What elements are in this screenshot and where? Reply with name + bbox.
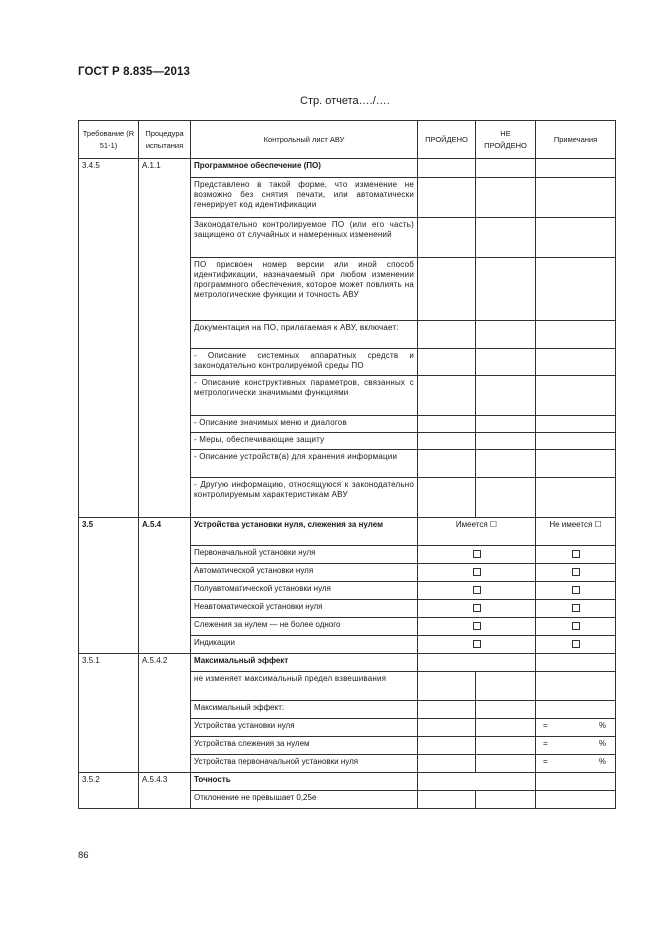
check-item: Документация на ПО, прилагаемая к АВУ, включает:	[191, 321, 418, 349]
blank-cell	[418, 773, 536, 791]
checkbox-icon	[572, 622, 580, 630]
table-header-row	[79, 121, 616, 159]
check-item: - Меры, обеспечивающие защиту	[191, 433, 418, 450]
checkbox-icon	[572, 604, 580, 612]
col-failed: НЕ ПРОЙДЕНО	[476, 121, 536, 159]
has-checkbox[interactable]	[418, 564, 536, 582]
notes-cell[interactable]	[536, 450, 616, 478]
has-checkbox[interactable]	[418, 546, 536, 564]
proc-cell: А.1.1	[139, 159, 191, 518]
passed-cell[interactable]	[418, 178, 476, 218]
has-option[interactable]: Имеется ☐	[418, 518, 536, 546]
req-cell: 3.4.5	[79, 159, 139, 518]
percent-cell[interactable]	[536, 737, 616, 755]
checkbox-icon	[473, 586, 481, 594]
notes-cell[interactable]	[536, 178, 616, 218]
table-row	[79, 773, 616, 791]
check-item: Неавтоматической установки нуля	[191, 600, 418, 618]
checkbox-icon	[572, 550, 580, 558]
notes-cell[interactable]	[536, 218, 616, 258]
checkbox-icon	[473, 622, 481, 630]
passed-cell[interactable]	[418, 737, 476, 755]
passed-cell[interactable]	[418, 376, 476, 416]
checkbox-icon	[473, 604, 481, 612]
check-item: - Описание значимых меню и диалогов	[191, 416, 418, 433]
not-has-option[interactable]: Не имеется ☐	[536, 518, 616, 546]
check-item: Первоначальной установки нуля	[191, 546, 418, 564]
passed-cell[interactable]	[418, 349, 476, 376]
not-has-checkbox[interactable]	[536, 546, 616, 564]
passed-cell[interactable]	[418, 719, 476, 737]
notes-cell[interactable]	[536, 376, 616, 416]
failed-cell[interactable]	[476, 433, 536, 450]
section-title: Максимальный эффект	[191, 654, 418, 672]
passed-cell[interactable]	[418, 478, 476, 518]
standard-code: ГОСТ Р 8.835—2013	[78, 66, 190, 78]
notes-cell[interactable]	[536, 321, 616, 349]
col-checklist: Контрольный лист АВУ	[191, 121, 418, 159]
check-item: Полуавтоматической установки нуля	[191, 582, 418, 600]
req-cell: 3.5.1	[79, 654, 139, 773]
not-has-checkbox[interactable]	[536, 564, 616, 582]
failed-cell[interactable]	[476, 791, 536, 809]
checkbox-icon	[473, 640, 481, 648]
check-item: Представлено в такой форме, что изменение не возможно без снятия печати, или автоматически генерирует код идентификации	[191, 178, 418, 218]
failed-cell[interactable]	[476, 321, 536, 349]
check-item: Устройства слежения за нулем	[191, 737, 418, 755]
check-item: - Описание системных аппаратных средств и законодательно контролируемой среды ПО	[191, 349, 418, 376]
notes-cell[interactable]	[536, 701, 616, 719]
failed-cell[interactable]	[476, 218, 536, 258]
passed-cell[interactable]	[418, 755, 476, 773]
has-checkbox[interactable]	[418, 636, 536, 654]
proc-cell: А.5.4.2	[139, 654, 191, 773]
col-requirement: Требование (R 51-1)	[79, 121, 139, 159]
equals-sign: =	[543, 757, 548, 766]
passed-cell[interactable]	[418, 218, 476, 258]
percent-cell[interactable]	[536, 719, 616, 737]
not-has-checkbox[interactable]	[536, 636, 616, 654]
notes-cell[interactable]	[536, 159, 616, 178]
notes-cell[interactable]	[536, 478, 616, 518]
table-row	[79, 159, 616, 178]
passed-cell[interactable]	[418, 701, 476, 719]
percent-sign: %	[598, 739, 606, 748]
checkbox-icon	[572, 586, 580, 594]
failed-cell[interactable]	[476, 178, 536, 218]
proc-cell: А.5.4.3	[139, 773, 191, 809]
checklist-table	[78, 120, 616, 809]
report-page-ref: Стр. отчета…./….	[300, 95, 390, 107]
check-item: - Описание устройств(а) для хранения информации	[191, 450, 418, 478]
check-item: - Другую информацию, относящуюся к законодательно контролируемым характеристикам АВУ	[191, 478, 418, 518]
check-item: Отклонение не превышает 0,25е	[191, 791, 418, 809]
checkbox-icon	[473, 550, 481, 558]
check-item: не изменяет максимальный предел взвешивания	[191, 672, 418, 701]
passed-cell[interactable]	[418, 416, 476, 433]
check-item: Устройства установки нуля	[191, 719, 418, 737]
notes-cell[interactable]	[536, 349, 616, 376]
has-checkbox[interactable]	[418, 582, 536, 600]
check-item: Устройства первоначальной установки нуля	[191, 755, 418, 773]
failed-cell[interactable]	[476, 737, 536, 755]
failed-cell[interactable]	[476, 719, 536, 737]
req-cell: 3.5.2	[79, 773, 139, 809]
check-item: Слежения за нулем — не более одного	[191, 618, 418, 636]
passed-cell[interactable]	[418, 433, 476, 450]
not-has-checkbox[interactable]	[536, 618, 616, 636]
failed-cell[interactable]	[476, 159, 536, 178]
check-item: Законодательно контролируемое ПО (или его часть) защищено от случайных и намеренных изменений	[191, 218, 418, 258]
check-item: ПО присвоен номер версии или иной способ идентификации, назначаемый при любом изменении программного обеспечения, которое может повлиять на метрологические функции и точность АВУ	[191, 258, 418, 321]
failed-cell[interactable]	[476, 450, 536, 478]
passed-cell[interactable]	[418, 450, 476, 478]
percent-cell[interactable]	[536, 755, 616, 773]
blank-cell	[536, 773, 616, 791]
percent-sign: %	[598, 757, 606, 766]
blank-cell	[418, 654, 536, 672]
proc-cell: А.5.4	[139, 518, 191, 654]
check-item: - Описание конструктивных параметров, связанных с метрологически значимыми функциями	[191, 376, 418, 416]
not-has-checkbox[interactable]	[536, 600, 616, 618]
checkbox-icon	[473, 568, 481, 576]
section-title: Точность	[191, 773, 418, 791]
table-row	[79, 654, 616, 672]
not-has-checkbox[interactable]	[536, 582, 616, 600]
has-checkbox[interactable]	[418, 600, 536, 618]
failed-cell[interactable]	[476, 349, 536, 376]
notes-cell[interactable]	[536, 416, 616, 433]
col-procedure: Процедура испытания	[139, 121, 191, 159]
checkbox-icon	[572, 640, 580, 648]
checkbox-icon	[572, 568, 580, 576]
req-cell: 3.5	[79, 518, 139, 654]
equals-sign: =	[543, 739, 548, 748]
percent-sign: %	[598, 721, 606, 730]
section-title: Устройства установки нуля, слежения за нулем	[191, 518, 418, 546]
failed-cell[interactable]	[476, 755, 536, 773]
notes-cell[interactable]	[536, 258, 616, 321]
passed-cell[interactable]	[418, 791, 476, 809]
failed-cell[interactable]	[476, 701, 536, 719]
notes-cell[interactable]	[536, 672, 616, 701]
failed-cell[interactable]	[476, 258, 536, 321]
passed-cell[interactable]	[418, 159, 476, 178]
col-passed: ПРОЙДЕНО	[418, 121, 476, 159]
notes-cell[interactable]	[536, 791, 616, 809]
passed-cell[interactable]	[418, 321, 476, 349]
blank-cell	[536, 654, 616, 672]
failed-cell[interactable]	[476, 672, 536, 701]
failed-cell[interactable]	[476, 478, 536, 518]
failed-cell[interactable]	[476, 376, 536, 416]
check-item: Максимальный эффект:	[191, 701, 418, 719]
passed-cell[interactable]	[418, 672, 476, 701]
section-title: Программное обеспечение (ПО)	[191, 159, 418, 178]
table-row	[79, 518, 616, 546]
check-item: Автоматической установки нуля	[191, 564, 418, 582]
equals-sign: =	[543, 721, 548, 730]
notes-cell[interactable]	[536, 433, 616, 450]
check-item: Индикации	[191, 636, 418, 654]
col-notes: Примечания	[536, 121, 616, 159]
page-number: 86	[78, 850, 89, 861]
has-checkbox[interactable]	[418, 618, 536, 636]
failed-cell[interactable]	[476, 416, 536, 433]
passed-cell[interactable]	[418, 258, 476, 321]
